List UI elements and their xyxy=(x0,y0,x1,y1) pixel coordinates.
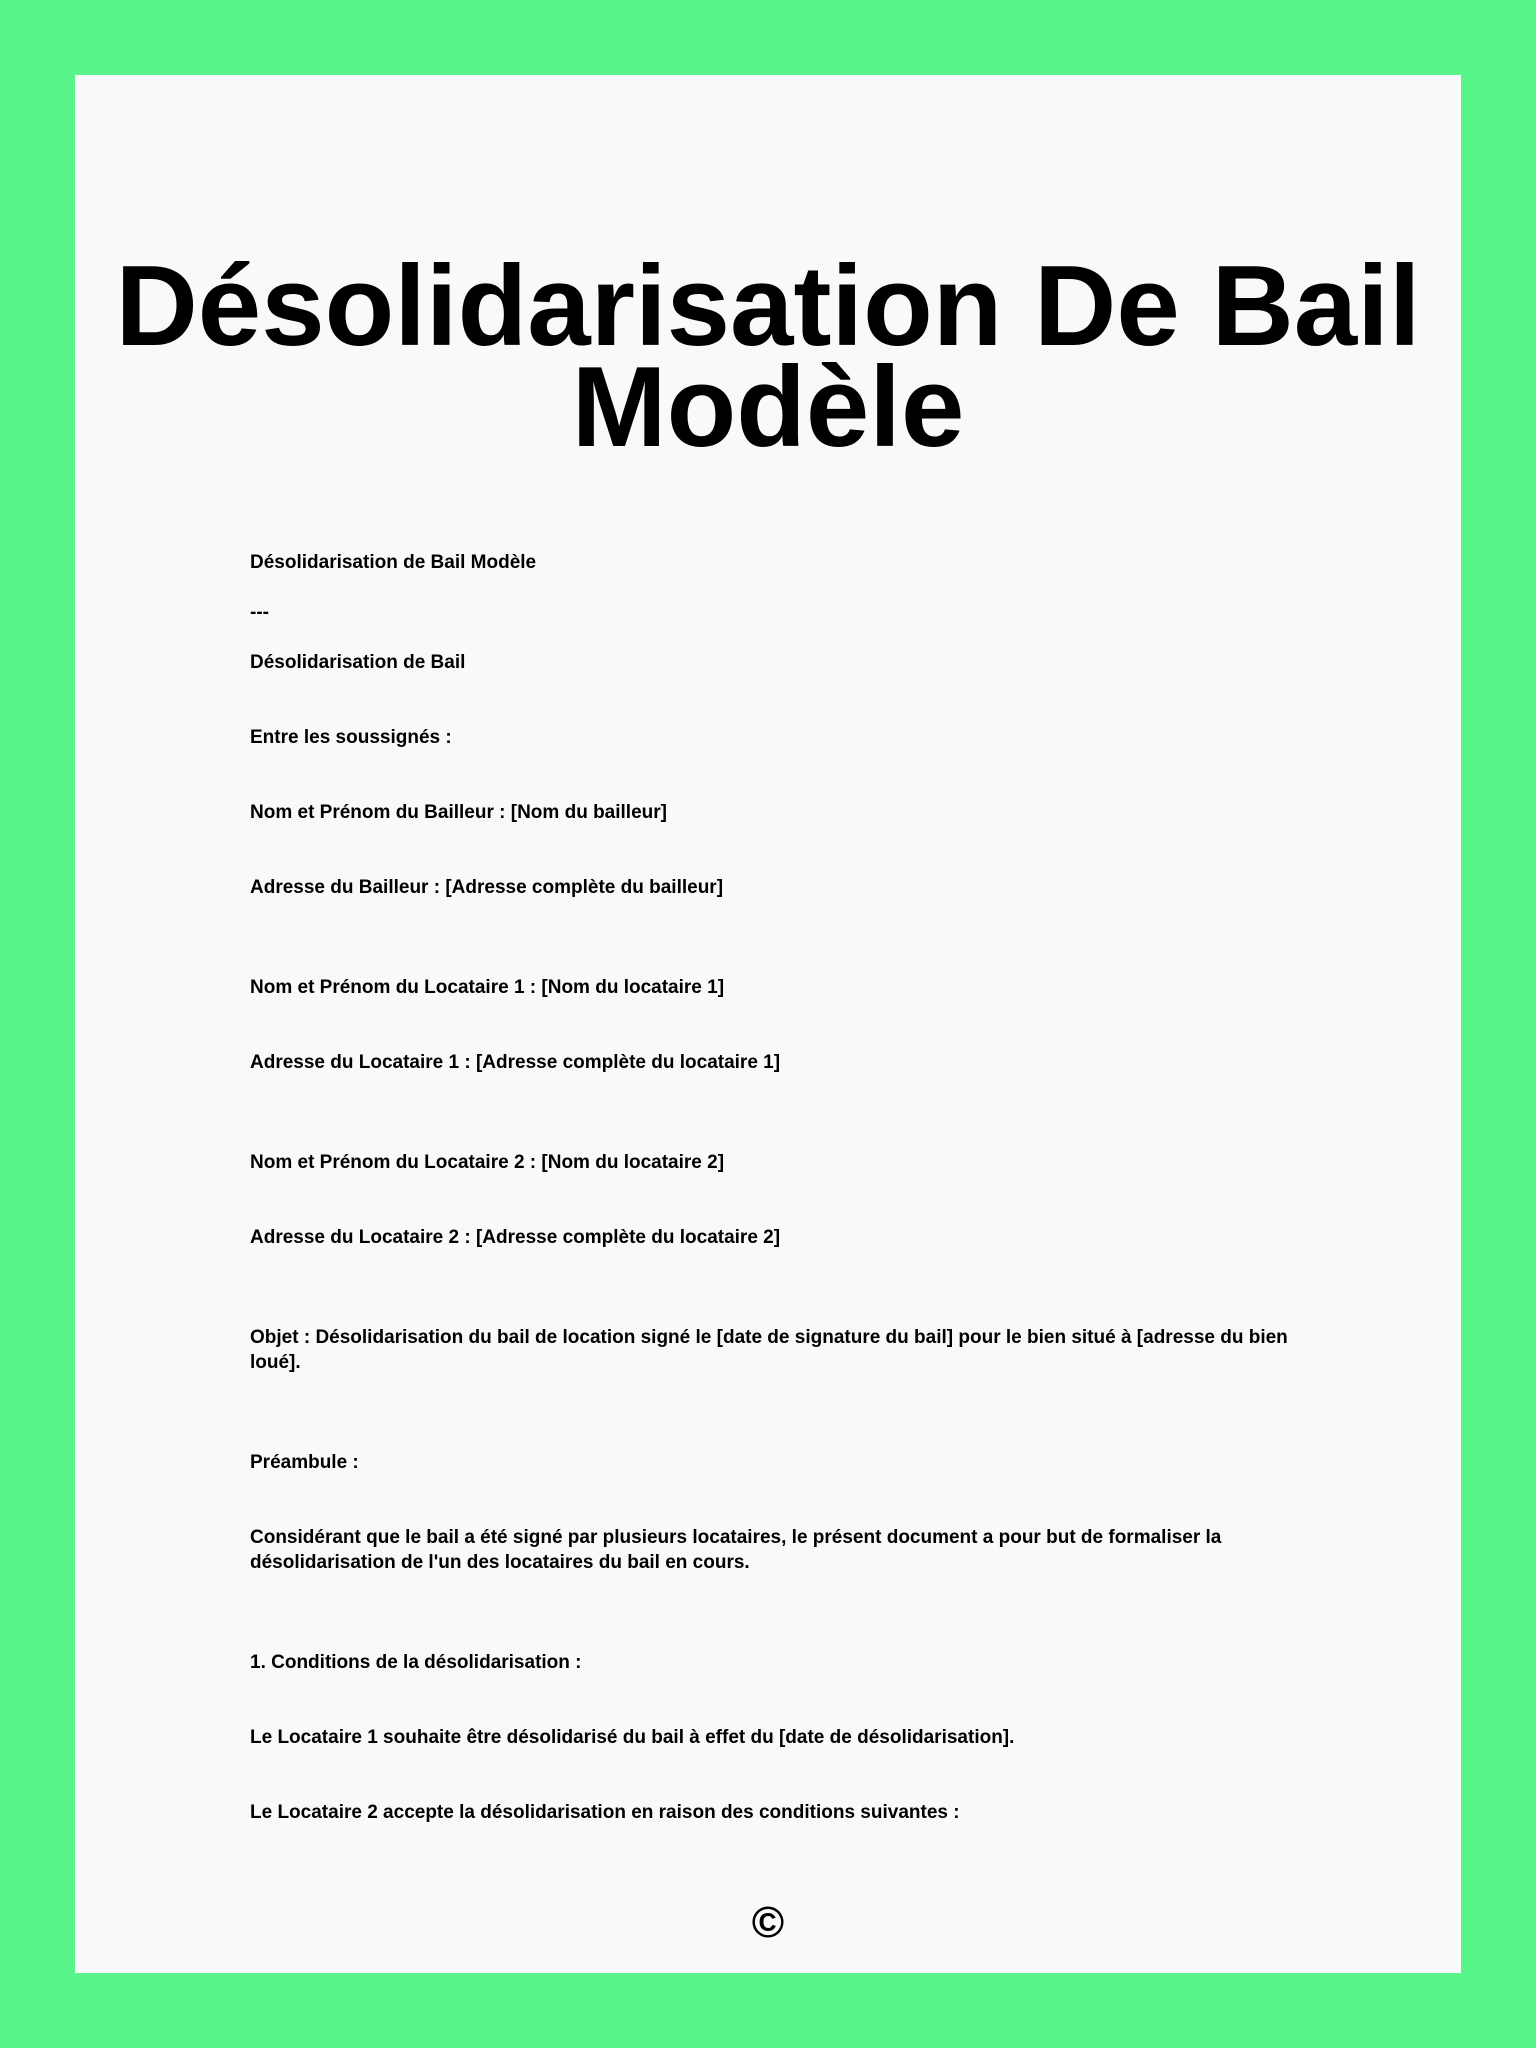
document-title: Désolidarisation De Bail Modèle xyxy=(115,243,1421,471)
document-line-landlord-name: Nom et Prénom du Bailleur : [Nom du bailleur] xyxy=(250,802,667,823)
document-line-section-conditions: 1. Conditions de la désolidarisation : xyxy=(250,1652,582,1673)
document-line-tenant2-acceptance: Le Locataire 2 accepte la désolidarisation en raison des conditions suivantes : xyxy=(250,1802,960,1823)
document-page xyxy=(75,75,1461,1973)
document-line-parties-intro: Entre les soussignés : xyxy=(250,727,452,748)
document-line-tenant1-request: Le Locataire 1 souhaite être désolidarisé du bail à effet du [date de désolidarisation]. xyxy=(250,1727,1015,1748)
document-line-subtitle: Désolidarisation de Bail xyxy=(250,652,466,673)
document-line-preamble-heading: Préambule : xyxy=(250,1452,359,1473)
document-line-preamble-text: Considérant que le bail a été signé par plusieurs locataires, le présent document a pour but de formaliser la désolidarisation de l'un des locataires du bail en cours. xyxy=(250,1527,1222,1573)
document-line-separator: --- xyxy=(250,602,269,623)
document-line-object: Objet : Désolidarisation du bail de location signé le [date de signature du bail] pour le bien situé à [adresse du bien loué]. xyxy=(250,1327,1288,1373)
document-line-tenant2-address: Adresse du Locataire 2 : [Adresse complète du locataire 2] xyxy=(250,1227,781,1248)
document-line-heading: Désolidarisation de Bail Modèle xyxy=(250,552,537,573)
copyright-icon: © xyxy=(751,1898,785,1947)
document-line-landlord-address: Adresse du Bailleur : [Adresse complète du bailleur] xyxy=(250,877,724,898)
document-line-tenant2-name: Nom et Prénom du Locataire 2 : [Nom du locataire 2] xyxy=(250,1152,725,1173)
document-line-tenant1-address: Adresse du Locataire 1 : [Adresse complète du locataire 1] xyxy=(250,1052,781,1073)
document-line-tenant1-name: Nom et Prénom du Locataire 1 : [Nom du locataire 1] xyxy=(250,977,725,998)
